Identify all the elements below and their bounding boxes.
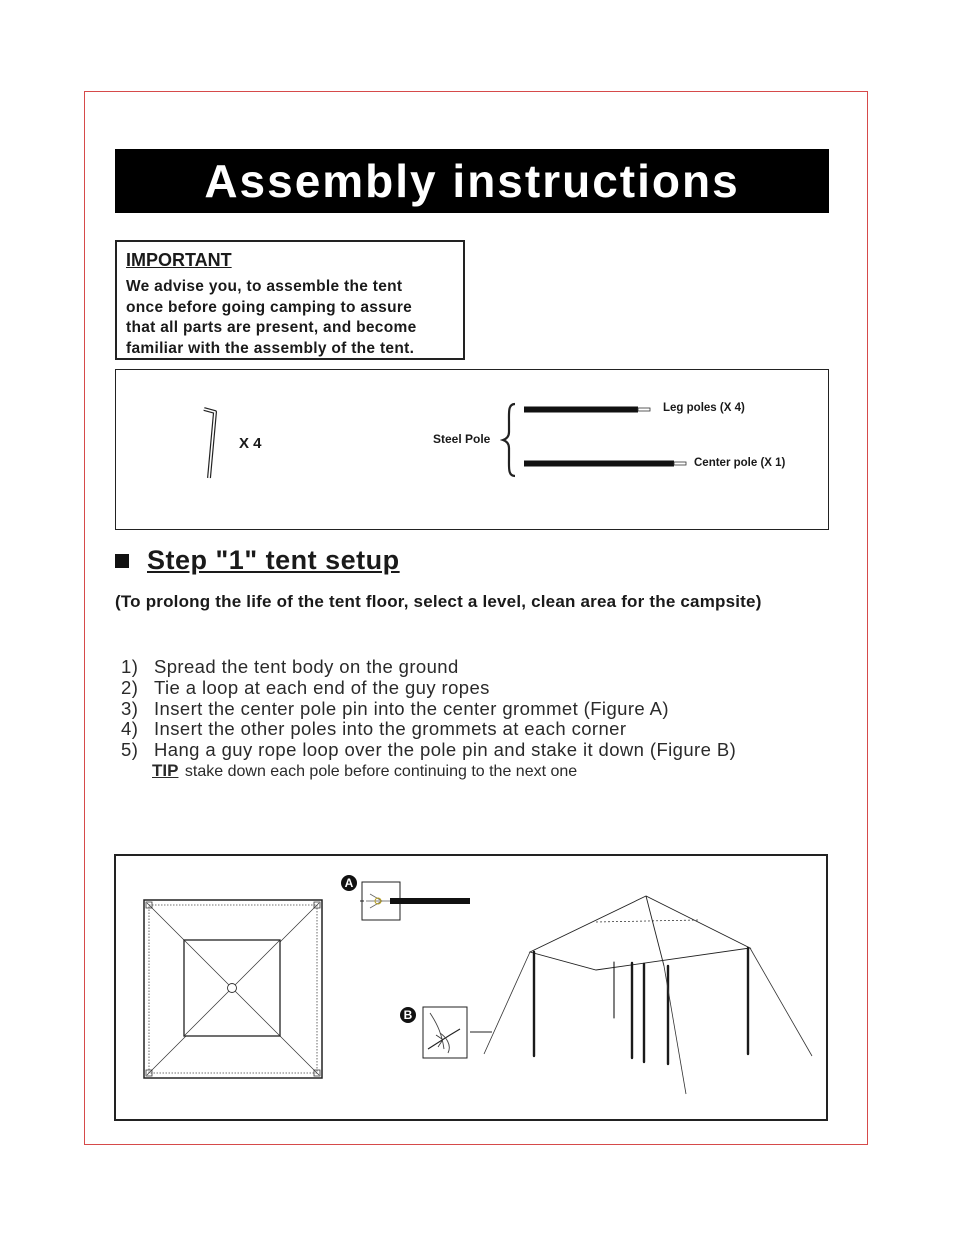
campsite-note: (To prolong the life of the tent floor, select a level, clean area for the campsite) [115,592,762,611]
important-line: once before going camping to assure [126,298,413,316]
list-item: 3) Insert the center pole pin into the center grommet (Figure A) [121,697,669,719]
center-pole-label: Center pole (X 1) [694,457,786,469]
figure-a-detail [360,880,472,922]
stake-icon [201,406,225,482]
important-box [115,240,465,360]
parts-list-box [115,369,829,530]
list-item: 1) Spread the tent body on the ground [121,656,459,677]
important-heading: IMPORTANT [126,250,232,270]
tip-text: stake down each pole before continuing to the next one [180,763,578,780]
important-line: familiar with the assembly of the tent. [126,339,415,357]
figure-a-label: A [344,876,354,890]
bullet-square-icon [115,554,129,568]
tent-floor-plan-diagram [142,898,326,1080]
list-item: 5) Hang a guy rope loop over the pole pin and stake it down (Figure B) [121,739,737,761]
leg-poles-label: Leg poles (X 4) [663,402,745,414]
brace-icon [500,402,520,478]
list-item: 2) Tie a loop at each end of the guy ropes [121,676,490,698]
list-item: 4) Insert the other poles into the grommets at each corner [121,718,627,740]
tip-label: TIP [152,761,179,780]
leg-pole-icon [524,405,654,415]
important-line: that all parts are present, and become [126,319,417,336]
stake-quantity: X 4 [239,435,262,452]
center-pole-icon [524,459,688,469]
steel-pole-label: Steel Pole [433,432,491,446]
tip-line [152,761,577,781]
figure-b-label: B [403,1008,413,1022]
tent-assembled-diagram [476,886,816,1098]
page-title: Assembly instructions [115,149,829,213]
step-heading [115,545,400,576]
figures-box [114,854,828,1121]
step-title: Step "1" tent setup [147,545,400,575]
instruction-list [121,657,736,761]
important-line: We advise you, to assemble the tent [126,278,403,295]
